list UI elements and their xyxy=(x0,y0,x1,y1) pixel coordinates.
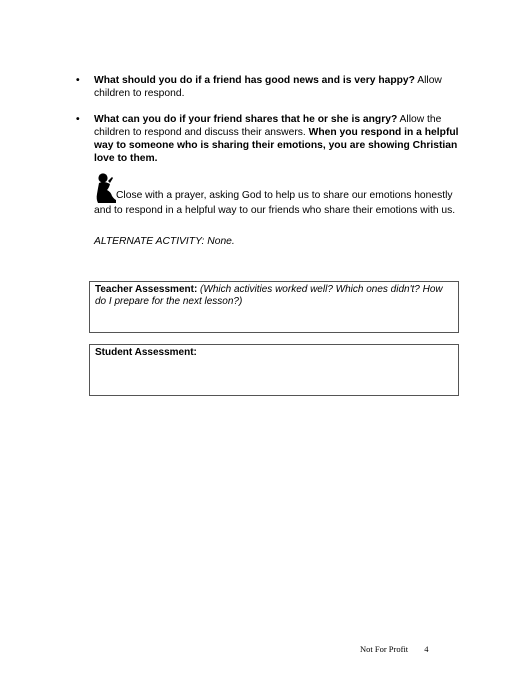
footer-text: Not For Profit xyxy=(360,644,409,654)
teacher-assessment-label: Teacher Assessment: xyxy=(95,284,198,295)
praying-child-icon xyxy=(94,172,118,204)
bullet-icon: • xyxy=(76,75,80,86)
list-item xyxy=(76,113,466,165)
student-assessment-label: Student Assessment: xyxy=(95,347,197,358)
list-item xyxy=(76,74,466,100)
question-text: What can you do if your friend shares that he or she is angry? xyxy=(94,114,398,125)
bullet-icon: • xyxy=(76,114,80,125)
page-footer xyxy=(360,644,429,654)
alternate-activity: ALTERNATE ACTIVITY: None. xyxy=(94,236,235,247)
instruction-text: Allow children to respond. xyxy=(94,75,442,99)
emphasis-text: When you respond in a helpful way to someone who is sharing their emotions, you are showing Christian love to them. xyxy=(94,127,459,164)
instruction-text: Allow the children to respond and discuss their answers. xyxy=(94,114,442,138)
teacher-assessment-box xyxy=(89,281,459,333)
teacher-assessment-note: (Which activities worked well? Which ones didn't? How do I prepare for the next lesson?) xyxy=(95,284,443,307)
question-list xyxy=(76,74,466,178)
student-assessment-box xyxy=(89,344,459,396)
prayer-text-line-1: Close with a prayer, asking God to help us to share our emotions honestly xyxy=(116,190,453,201)
page-number: 4 xyxy=(424,644,429,654)
prayer-text-line-2: and to respond in a helpful way to our friends who share their emotions with us. xyxy=(94,205,456,216)
question-text: What should you do if a friend has good news and is very happy? xyxy=(94,75,415,86)
